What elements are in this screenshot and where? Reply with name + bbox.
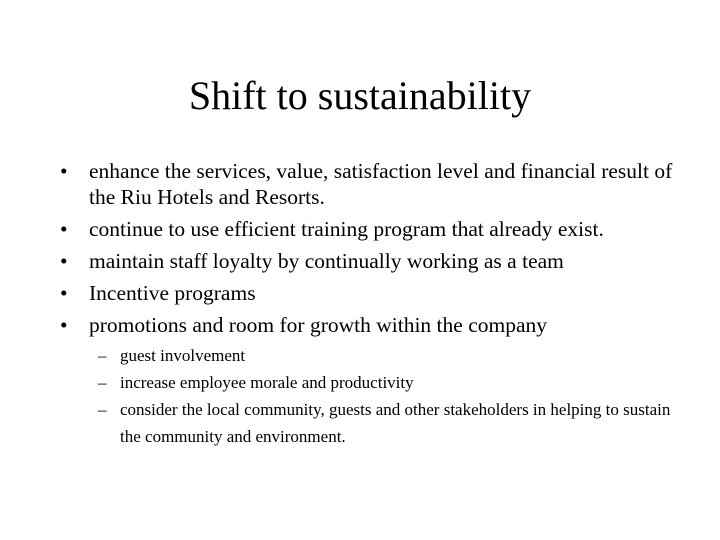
bullet-marker: • — [60, 313, 68, 337]
sub-bullet-item — [98, 369, 678, 396]
bullet-text: continue to use efficient training program that already exist. — [89, 217, 604, 241]
sub-bullet-text: consider the local community, guests and other stakeholders in helping to sustain the community and environment. — [120, 400, 671, 446]
bullet-list — [60, 158, 680, 344]
sub-bullet-item — [98, 396, 678, 450]
bullet-item — [60, 158, 680, 210]
bullet-text: promotions and room for growth within the company — [89, 313, 547, 337]
sub-bullet-list — [98, 342, 678, 450]
bullet-item — [60, 312, 680, 338]
slide-title: Shift to sustainability — [188, 73, 532, 118]
bullet-marker: • — [60, 217, 68, 241]
sub-bullet-text: increase employee morale and productivity — [120, 373, 414, 392]
bullet-text: maintain staff loyalty by continually working as a team — [89, 249, 564, 273]
dash-marker: – — [98, 400, 107, 419]
bullet-item — [60, 216, 680, 242]
sub-bullet-item — [98, 342, 678, 369]
bullet-text: Incentive programs — [89, 281, 256, 305]
bullet-marker: • — [60, 159, 68, 183]
bullet-item — [60, 280, 680, 306]
bullet-marker: • — [60, 249, 68, 273]
bullet-marker: • — [60, 281, 68, 305]
dash-marker: – — [98, 346, 107, 365]
bullet-text: enhance the services, value, satisfaction level and financial result of the Riu Hotels and Resorts. — [89, 159, 673, 209]
dash-marker: – — [98, 373, 107, 392]
bullet-item — [60, 248, 680, 274]
sub-bullet-text: guest involvement — [120, 346, 246, 365]
